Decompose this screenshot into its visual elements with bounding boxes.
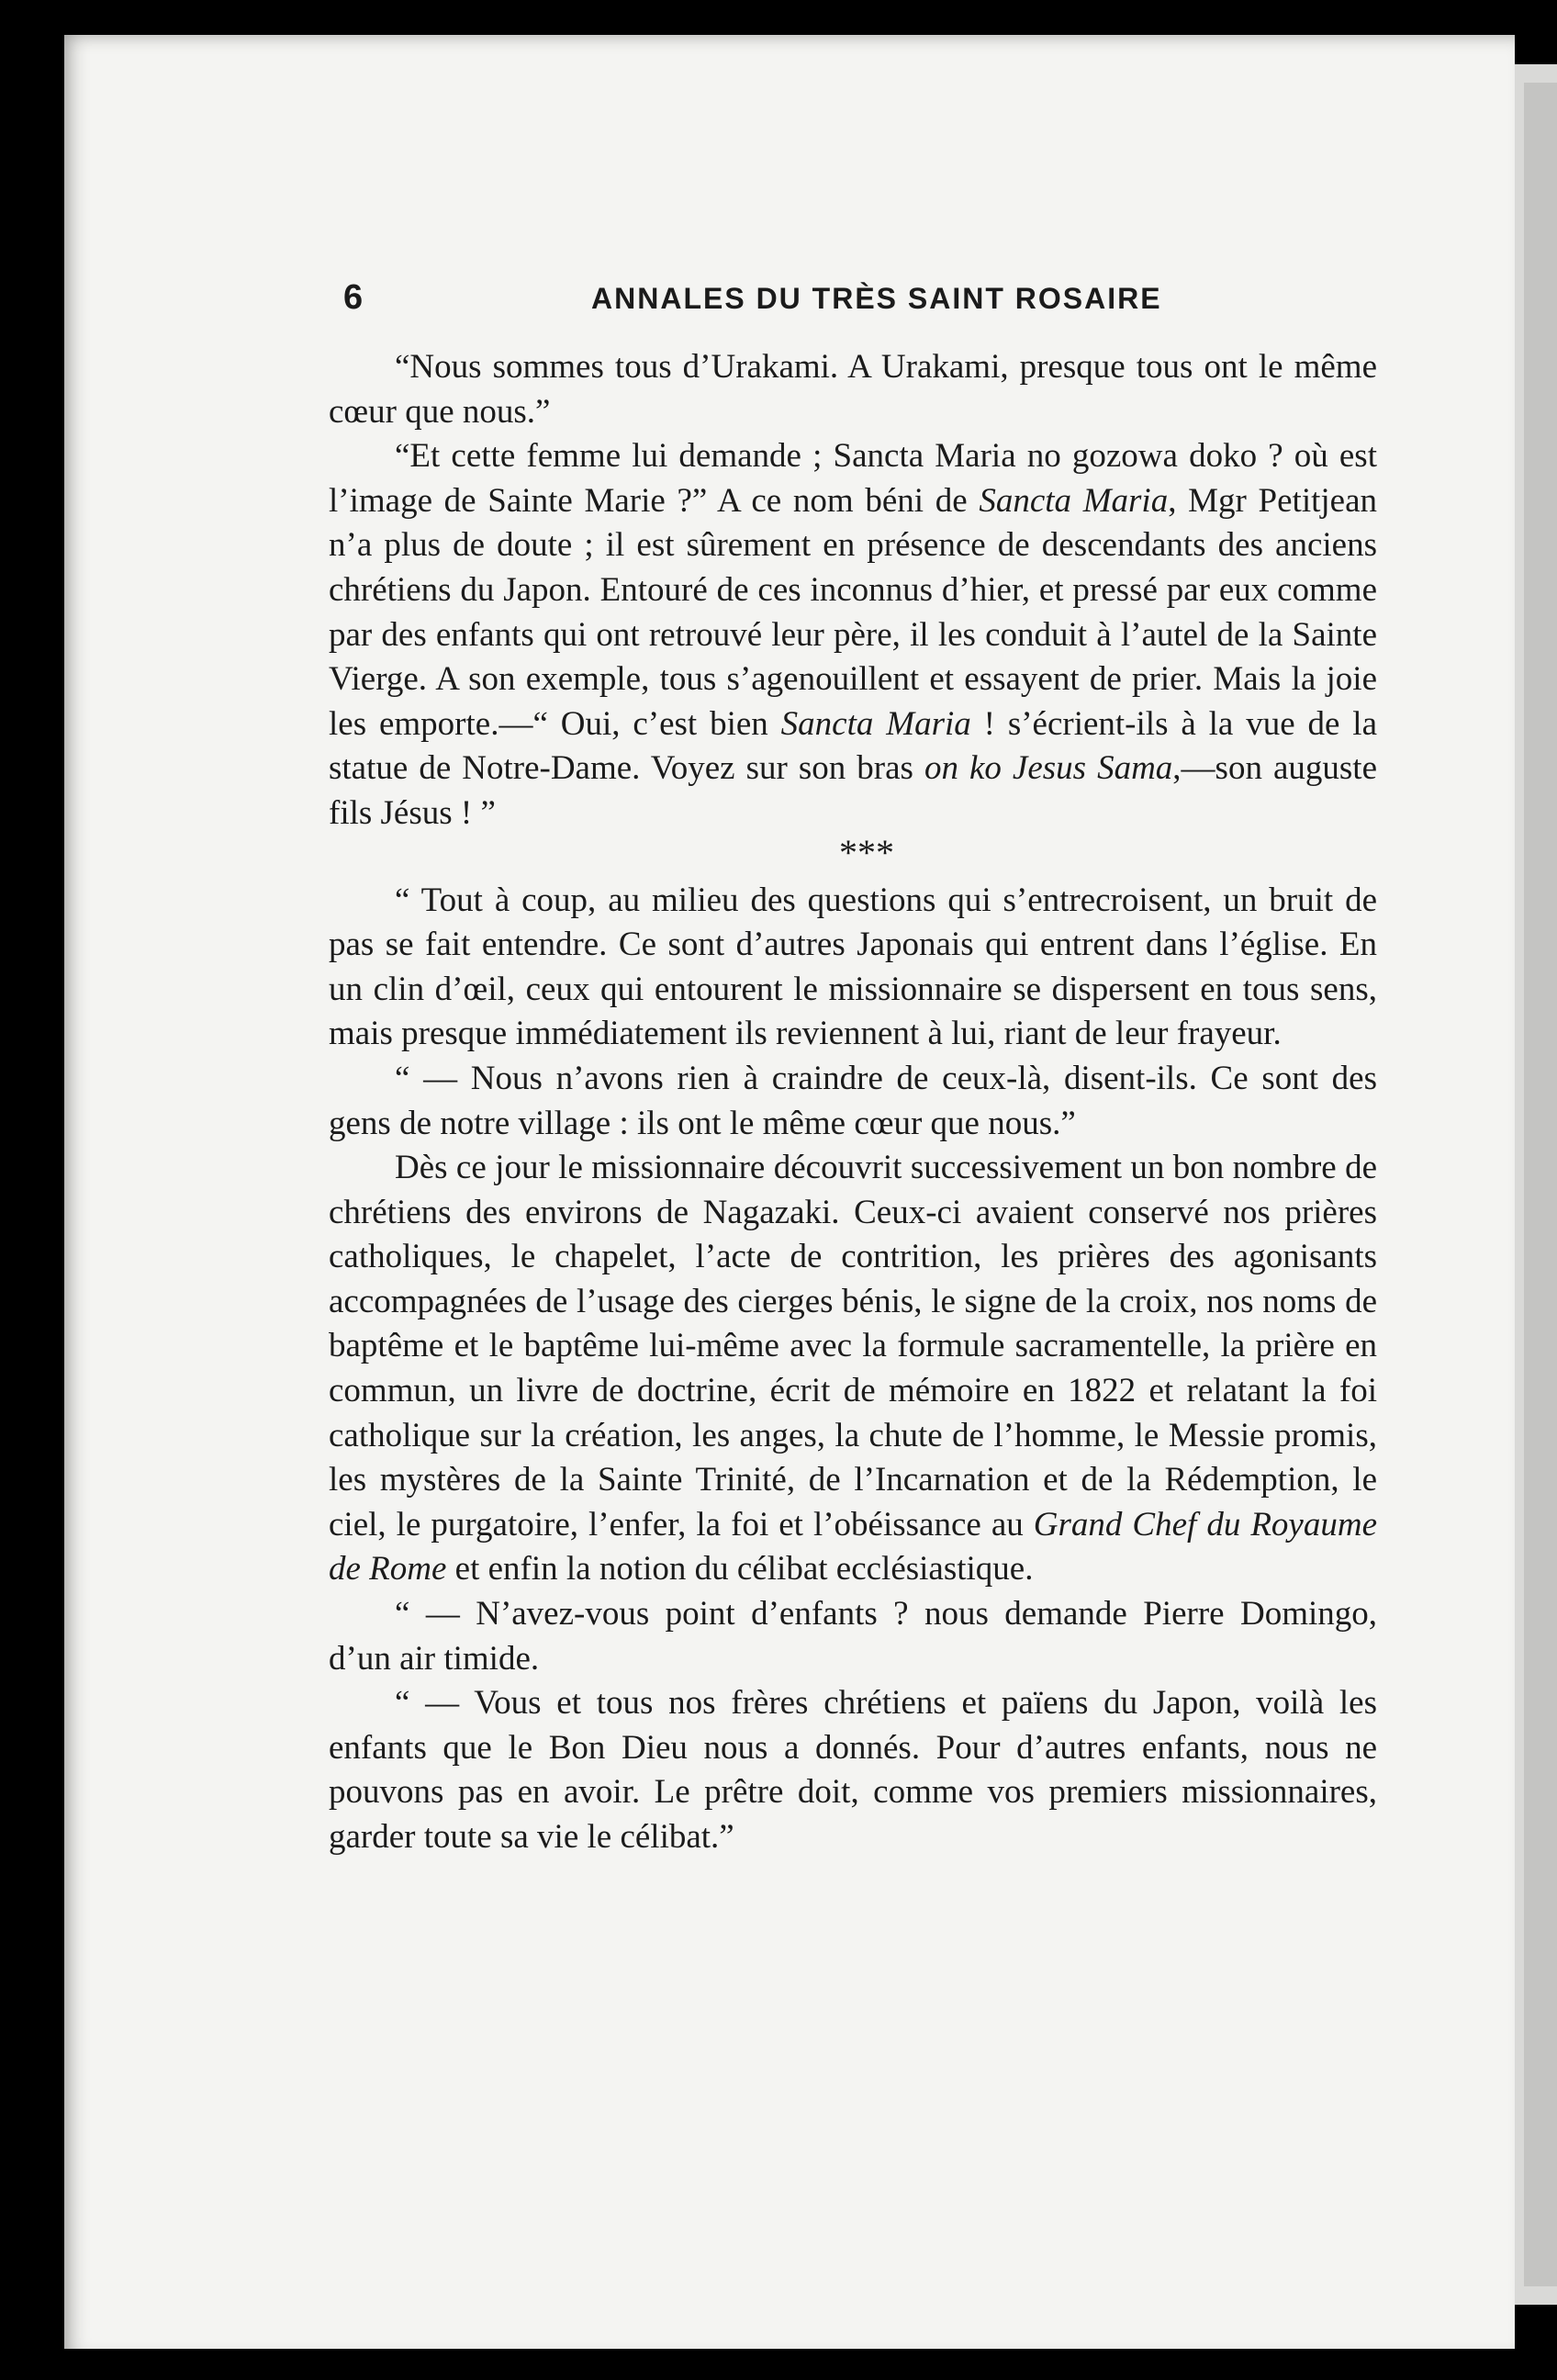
page-edge-shadow [1524, 83, 1557, 2286]
text-run: “Nous sommes tous d’Urakami. A Urakami, presque tous ont le même cœur que nous.” [329, 348, 1377, 431]
text-run: “ — N’avez-vous point d’enfants ? nous demande Pierre Domingo, d’un air timide. [329, 1595, 1377, 1678]
text-run: , Mgr Petitjean n’a plus de doute ; il est sûrement en présence de descendants des anciens chrétiens du Japon. Entouré de ces inconnus d’hier, et pressé par eux comme par des enfants qui ont retrouvé leur père, il les conduit à l’autel de la Sainte Vierge. A son exemple, tous s’agenouillent et essayent de prier. Mais la joie les emporte.—“ Oui, c’est bien [329, 481, 1378, 743]
section-separator: *** [839, 831, 894, 873]
paragraph-6 [329, 1592, 1377, 1681]
text-run: “ Tout à coup, au milieu des questions qui s’entrecroisent, un bruit de pas se fait entendre. Ce sont d’autres Japonais qui entrent dans l’église. En un clin d’œil, ceux qui entourent le missionnaire se dispersent en tous sens, mais presque immédiatement ils reviennent à lui, riant de leur frayeur. [329, 881, 1377, 1053]
text-run: et enfin la notion du célibat ecclésiastique. [446, 1550, 1034, 1589]
paragraph-7 [329, 1681, 1377, 1859]
paragraph-4 [329, 1057, 1377, 1146]
italic-text-run: Sancta Maria [780, 704, 971, 743]
paragraph-5 [329, 1146, 1377, 1592]
page-number: 6 [343, 278, 364, 317]
running-head [329, 275, 1377, 325]
text-run: ,—son auguste fils Jésus ! ” [329, 749, 1377, 832]
text-run: “Et cette femme lui demande ; Sancta Maria no gozowa doko ? où est l’image de Sainte Marie ?” A ce nom béni de [329, 437, 1377, 520]
text-run: “ — Nous n’avons rien à craindre de ceux-là, disent-ils. Ce sont des gens de notre village : ils ont le même cœur que nous.” [329, 1059, 1377, 1142]
italic-text-run: on ko Jesus Sama [924, 749, 1173, 788]
page-text [329, 275, 1377, 1860]
italic-text-run: Grand Chef du Royaume de Rome [329, 1505, 1377, 1589]
text-run: ! s’écrient-ils à la vue de la statue de Notre-Dame. Voyez sur son bras [329, 704, 1378, 788]
text-run: “ — Vous et tous nos frères chrétiens et païens du Japon, voilà les enfants que le Bon Dieu nous a donnés. Pour d’autres enfants, nous ne pouvons pas en avoir. Le prêtre doit, comme vos premiers missionnaires, garder toute sa vie le célibat.” [329, 1684, 1377, 1856]
text-run: Dès ce jour le missionnaire découvrit successivement un bon nombre de chrétiens des environs de Nagazaki. Ceux-ci avaient conservé nos prières catholiques, le chapelet, l’acte de contrition, les prières des agonisants accompagnées de l’usage des cierges bénis, le signe de la croix, nos noms de baptême et le baptême lui-même avec la formule sacramentelle, la prière en commun, un livre de doctrine, écrit de mémoire en 1822 et relatant la foi catholique sur la création, les anges, la chute de l’homme, le Messie promis, les mystères de la Sainte Trinité, de l’Incarnation et de la Rédemption, le ciel, le purgatoire, l’enfer, la foi et l’obéissance au [329, 1149, 1377, 1544]
running-title: ANNALES DU TRÈS SAINT ROSAIRE [591, 282, 1162, 315]
paragraph-3 [329, 879, 1377, 1057]
paragraph-2 [329, 434, 1377, 836]
italic-text-run: Sancta Maria [979, 481, 1169, 520]
paragraph-1 [329, 345, 1377, 434]
